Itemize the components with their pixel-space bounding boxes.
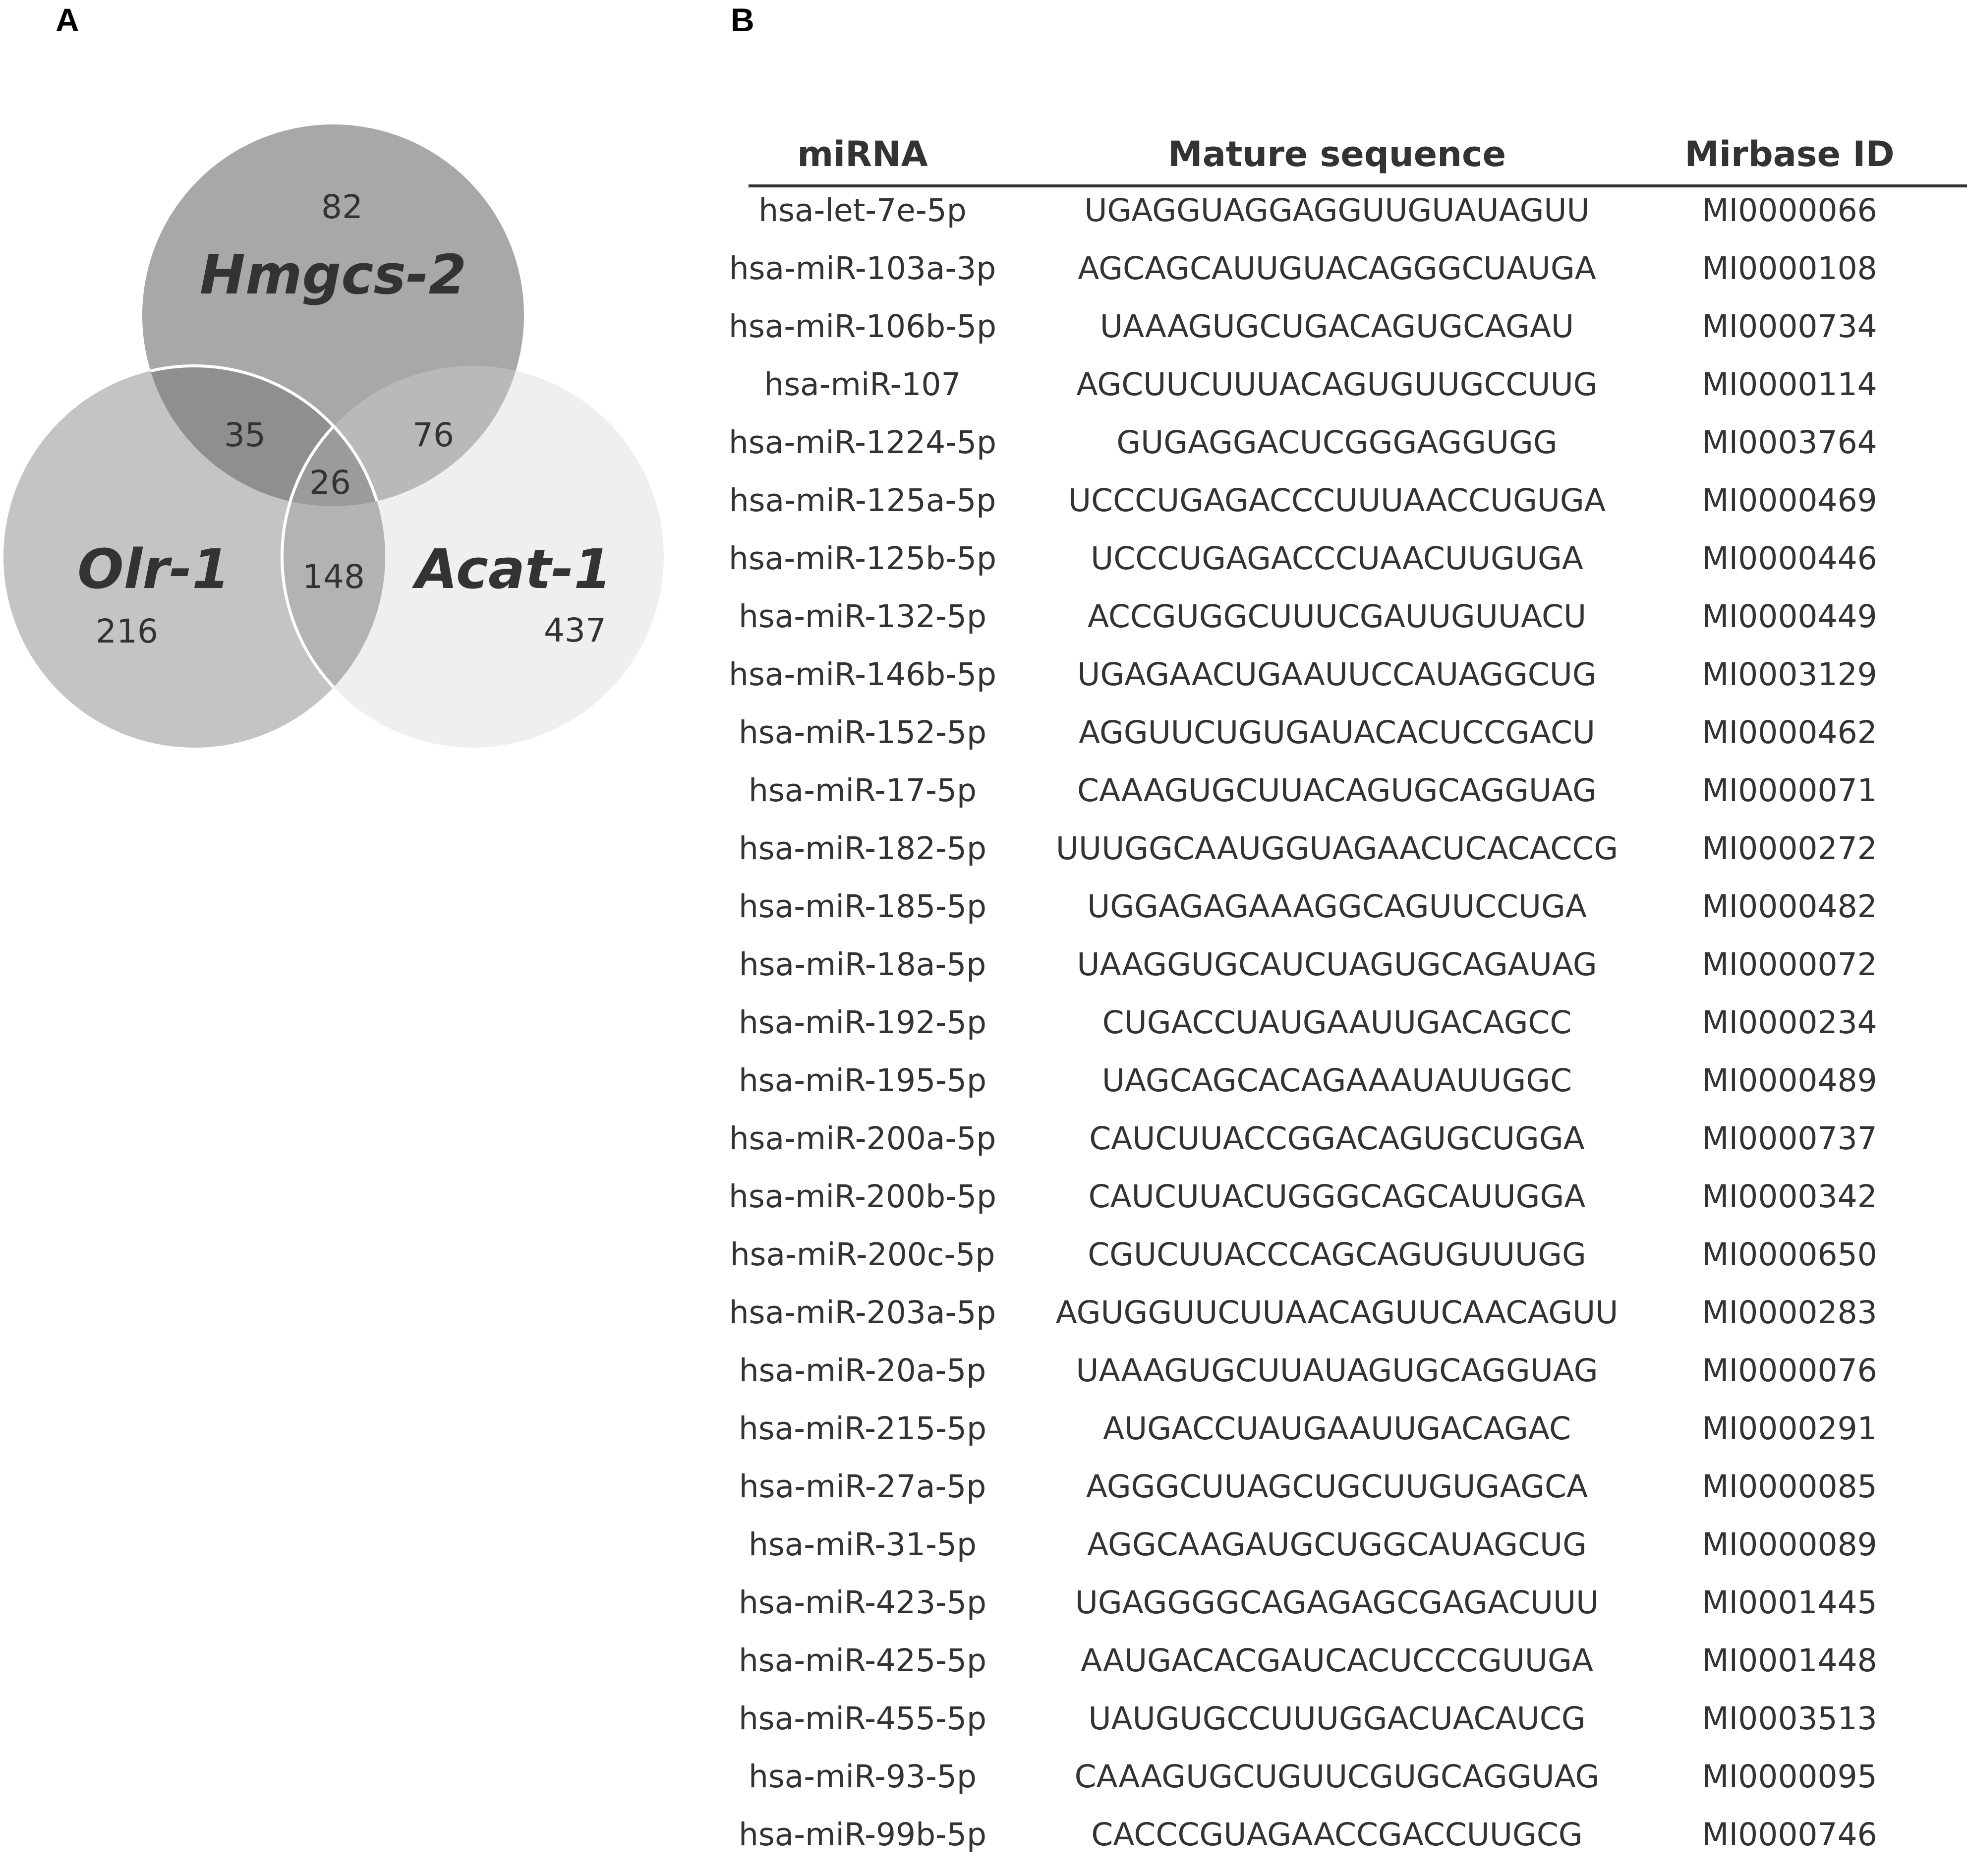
table-row [714,767,1967,825]
table-row [714,361,1967,419]
table-row [714,1754,1967,1812]
cell-mirbase-id: MI0000446 [1702,540,1877,577]
cell-mirna: hsa-miR-423-5p [739,1584,986,1621]
cell-mirbase-id: MI0001448 [1702,1642,1877,1679]
cell-mirna: hsa-miR-18a-5p [739,946,986,983]
cell-mature-sequence: AGGUUCUGUGAUACACUCCGACU [1079,714,1595,751]
cell-mature-sequence: UAAAGUGCUGACAGUGCAGAU [1099,308,1574,345]
cell-mirna: hsa-miR-1224-5p [728,424,997,461]
cell-mirna: hsa-miR-20a-5p [739,1352,986,1389]
cell-mirbase-id: MI0000650 [1702,1236,1877,1273]
cell-mirna: hsa-miR-203a-5p [729,1294,996,1331]
venn-count-olr-only: 216 [96,612,158,650]
cell-mature-sequence: UCCCUGAGACCCUAACUUGUGA [1091,540,1583,577]
cell-mirna: hsa-miR-106b-5p [729,308,996,345]
cell-mirna: hsa-miR-215-5p [739,1410,986,1447]
table-row [714,825,1967,883]
cell-mirna: hsa-miR-93-5p [749,1759,977,1795]
cell-mirna: hsa-miR-125b-5p [729,540,996,577]
venn-count-hmgcs-only: 82 [321,188,363,226]
cell-mirbase-id: MI0000482 [1702,888,1877,925]
cell-mature-sequence: UCCCUGAGACCCUUUAACCUGUGA [1068,482,1606,519]
cell-mirna: hsa-miR-103a-3p [729,250,996,287]
cell-mirbase-id: MI0000114 [1702,366,1877,403]
cell-mirna: hsa-miR-195-5p [739,1062,986,1099]
cell-mirbase-id: MI0000449 [1702,598,1877,635]
table-row [714,1522,1967,1580]
cell-mature-sequence: AGCAGCAUUGUACAGGGCUAUGA [1078,250,1596,287]
cell-mirna: hsa-miR-182-5p [739,830,986,867]
table-row [714,593,1967,651]
table-row [714,1696,1967,1754]
venn-set-name-acat: Acat-1 [415,537,612,601]
cell-mirna: hsa-miR-99b-5p [739,1817,986,1853]
cell-mirbase-id: MI0000272 [1702,830,1877,867]
venn-count-all-three: 26 [309,464,351,502]
cell-mirbase-id: MI0000737 [1702,1120,1877,1157]
cell-mirbase-id: MI0000072 [1702,946,1877,983]
table-row [714,941,1967,999]
panel-label-b: B [731,1,754,38]
cell-mature-sequence: UGAGAACUGAAUUCCAUAGGCUG [1077,656,1597,693]
cell-mature-sequence: AUGACCUAUGAAUUGACAGAC [1103,1410,1571,1447]
table-row [714,999,1967,1057]
cell-mature-sequence: ACCGUGGCUUUCGAUUGUUACU [1087,598,1587,635]
mirna-table [714,124,1967,1870]
venn-count-hmgcs-olr: 35 [224,416,266,454]
venn-diagram [0,0,684,773]
cell-mature-sequence: AGGGCUUAGCUGCUUGUGAGCA [1086,1468,1588,1505]
cell-mirna: hsa-miR-107 [764,366,961,403]
cell-mature-sequence: UGAGGGGCAGAGAGCGAGACUUU [1075,1584,1599,1621]
cell-mirbase-id: MI0000095 [1702,1759,1877,1795]
cell-mirna: hsa-miR-425-5p [739,1642,986,1679]
cell-mirna: hsa-miR-17-5p [749,772,977,809]
cell-mature-sequence: UAGCAGCACAGAAAUAUUGGC [1101,1062,1572,1099]
cell-mirbase-id: MI0000085 [1702,1468,1877,1505]
cell-mirna: hsa-miR-146b-5p [729,656,996,693]
cell-mirbase-id: MI0000342 [1702,1178,1877,1215]
cell-mirbase-id: MI0000076 [1702,1352,1877,1389]
cell-mirna: hsa-miR-200b-5p [729,1178,996,1215]
cell-mirbase-id: MI0000283 [1702,1294,1877,1331]
cell-mature-sequence: CGUCUUACCCAGCAGUGUUUGG [1088,1236,1586,1273]
header-mature-sequence: Mature sequence [1168,134,1506,175]
cell-mature-sequence: CAUCUUACCGGACAGUGCUGGA [1089,1120,1585,1157]
cell-mature-sequence: UAUGUGCCUUUGGACUACAUCG [1088,1700,1586,1737]
cell-mirna: hsa-miR-200c-5p [730,1236,995,1273]
cell-mature-sequence: GUGAGGACUCGGGAGGUGG [1116,424,1558,461]
cell-mirbase-id: MI0000734 [1702,308,1877,345]
cell-mirna: hsa-miR-192-5p [739,1004,986,1041]
table-row [714,1231,1967,1290]
cell-mature-sequence: UGGAGAGAAAGGCAGUUCCUGA [1087,888,1587,925]
table-header [714,124,1967,187]
cell-mirna: hsa-miR-31-5p [749,1526,977,1563]
table-row [714,883,1967,941]
cell-mirna: hsa-miR-152-5p [739,714,986,751]
table-row [714,1464,1967,1522]
cell-mature-sequence: AGGCAAGAUGCUGGCAUAGCUG [1087,1526,1587,1563]
table-row [714,709,1967,767]
cell-mirbase-id: MI0000234 [1702,1004,1877,1041]
table-row [714,303,1967,361]
cell-mirbase-id: MI0000489 [1702,1062,1877,1099]
table-row [714,187,1967,245]
table-row [714,245,1967,303]
cell-mature-sequence: AGUGGUUCUUAACAGUUCAACAGUU [1055,1294,1619,1331]
cell-mirna: hsa-miR-455-5p [739,1700,986,1737]
table-row [714,1173,1967,1231]
panel-label-a: A [56,1,79,38]
cell-mature-sequence: CACCCGUAGAACCGACCUUGCG [1091,1817,1583,1853]
cell-mature-sequence: CAAAGUGCUGUUCGUGCAGGUAG [1074,1759,1600,1795]
table-row [714,1580,1967,1638]
cell-mirbase-id: MI0000108 [1702,250,1877,287]
cell-mature-sequence: UGAGGUAGGAGGUUGUAUAGUU [1084,192,1590,229]
cell-mirna: hsa-miR-132-5p [739,598,986,635]
cell-mature-sequence: AGCUUCUUUACAGUGUUGCCUUG [1076,366,1598,403]
cell-mirna: hsa-let-7e-5p [758,192,967,229]
table-row [714,419,1967,477]
venn-count-hmgcs-acat: 76 [412,416,454,454]
cell-mirna: hsa-miR-200a-5p [729,1120,996,1157]
cell-mirna: hsa-miR-185-5p [739,888,986,925]
table-row [714,1812,1967,1870]
cell-mature-sequence: CAUCUUACUGGGCAGCAUUGGA [1088,1178,1586,1215]
cell-mirbase-id: MI0000071 [1702,772,1877,809]
cell-mirbase-id: MI0000089 [1702,1526,1877,1563]
table-body [714,187,1967,1870]
cell-mature-sequence: UAAGGUGCAUCUAGUGCAGAUAG [1077,946,1597,983]
venn-count-olr-acat: 148 [302,558,365,596]
cell-mature-sequence: UAAAGUGCUUAUAGUGCAGGUAG [1076,1352,1598,1389]
table-row [714,651,1967,709]
venn-count-acat-only: 437 [544,611,606,649]
table-row [714,1057,1967,1115]
cell-mirbase-id: MI0003513 [1702,1700,1877,1737]
table-row [714,1406,1967,1464]
venn-set-name-olr: Olr-1 [77,537,230,601]
cell-mirna: hsa-miR-125a-5p [729,482,996,519]
cell-mature-sequence: CUGACCUAUGAAUUGACAGCC [1102,1004,1572,1041]
cell-mirbase-id: MI0000291 [1702,1410,1877,1447]
cell-mature-sequence: AAUGACACGAUCACUCCCGUUGA [1081,1642,1593,1679]
cell-mirbase-id: MI0000469 [1702,482,1877,519]
header-mirbase-id: Mirbase ID [1684,134,1895,175]
venn-set-name-hmgcs: Hmgcs-2 [199,243,467,306]
cell-mirbase-id: MI0000746 [1702,1817,1877,1853]
table-row [714,1638,1967,1696]
cell-mirna: hsa-miR-27a-5p [739,1468,986,1505]
cell-mature-sequence: CAAAGUGCUUACAGUGCAGGUAG [1077,772,1597,809]
header-mirna: miRNA [797,134,928,175]
cell-mirbase-id: MI0001445 [1702,1584,1877,1621]
table-row [714,535,1967,593]
table-row [714,1290,1967,1348]
table-row [714,1348,1967,1406]
cell-mature-sequence: UUUGGCAAUGGUAGAACUCACACCG [1055,830,1619,867]
cell-mirbase-id: MI0003129 [1702,656,1877,693]
cell-mirbase-id: MI0000066 [1702,192,1877,229]
cell-mirbase-id: MI0003764 [1702,424,1877,461]
table-row [714,477,1967,535]
cell-mirbase-id: MI0000462 [1702,714,1877,751]
table-row [714,1115,1967,1173]
